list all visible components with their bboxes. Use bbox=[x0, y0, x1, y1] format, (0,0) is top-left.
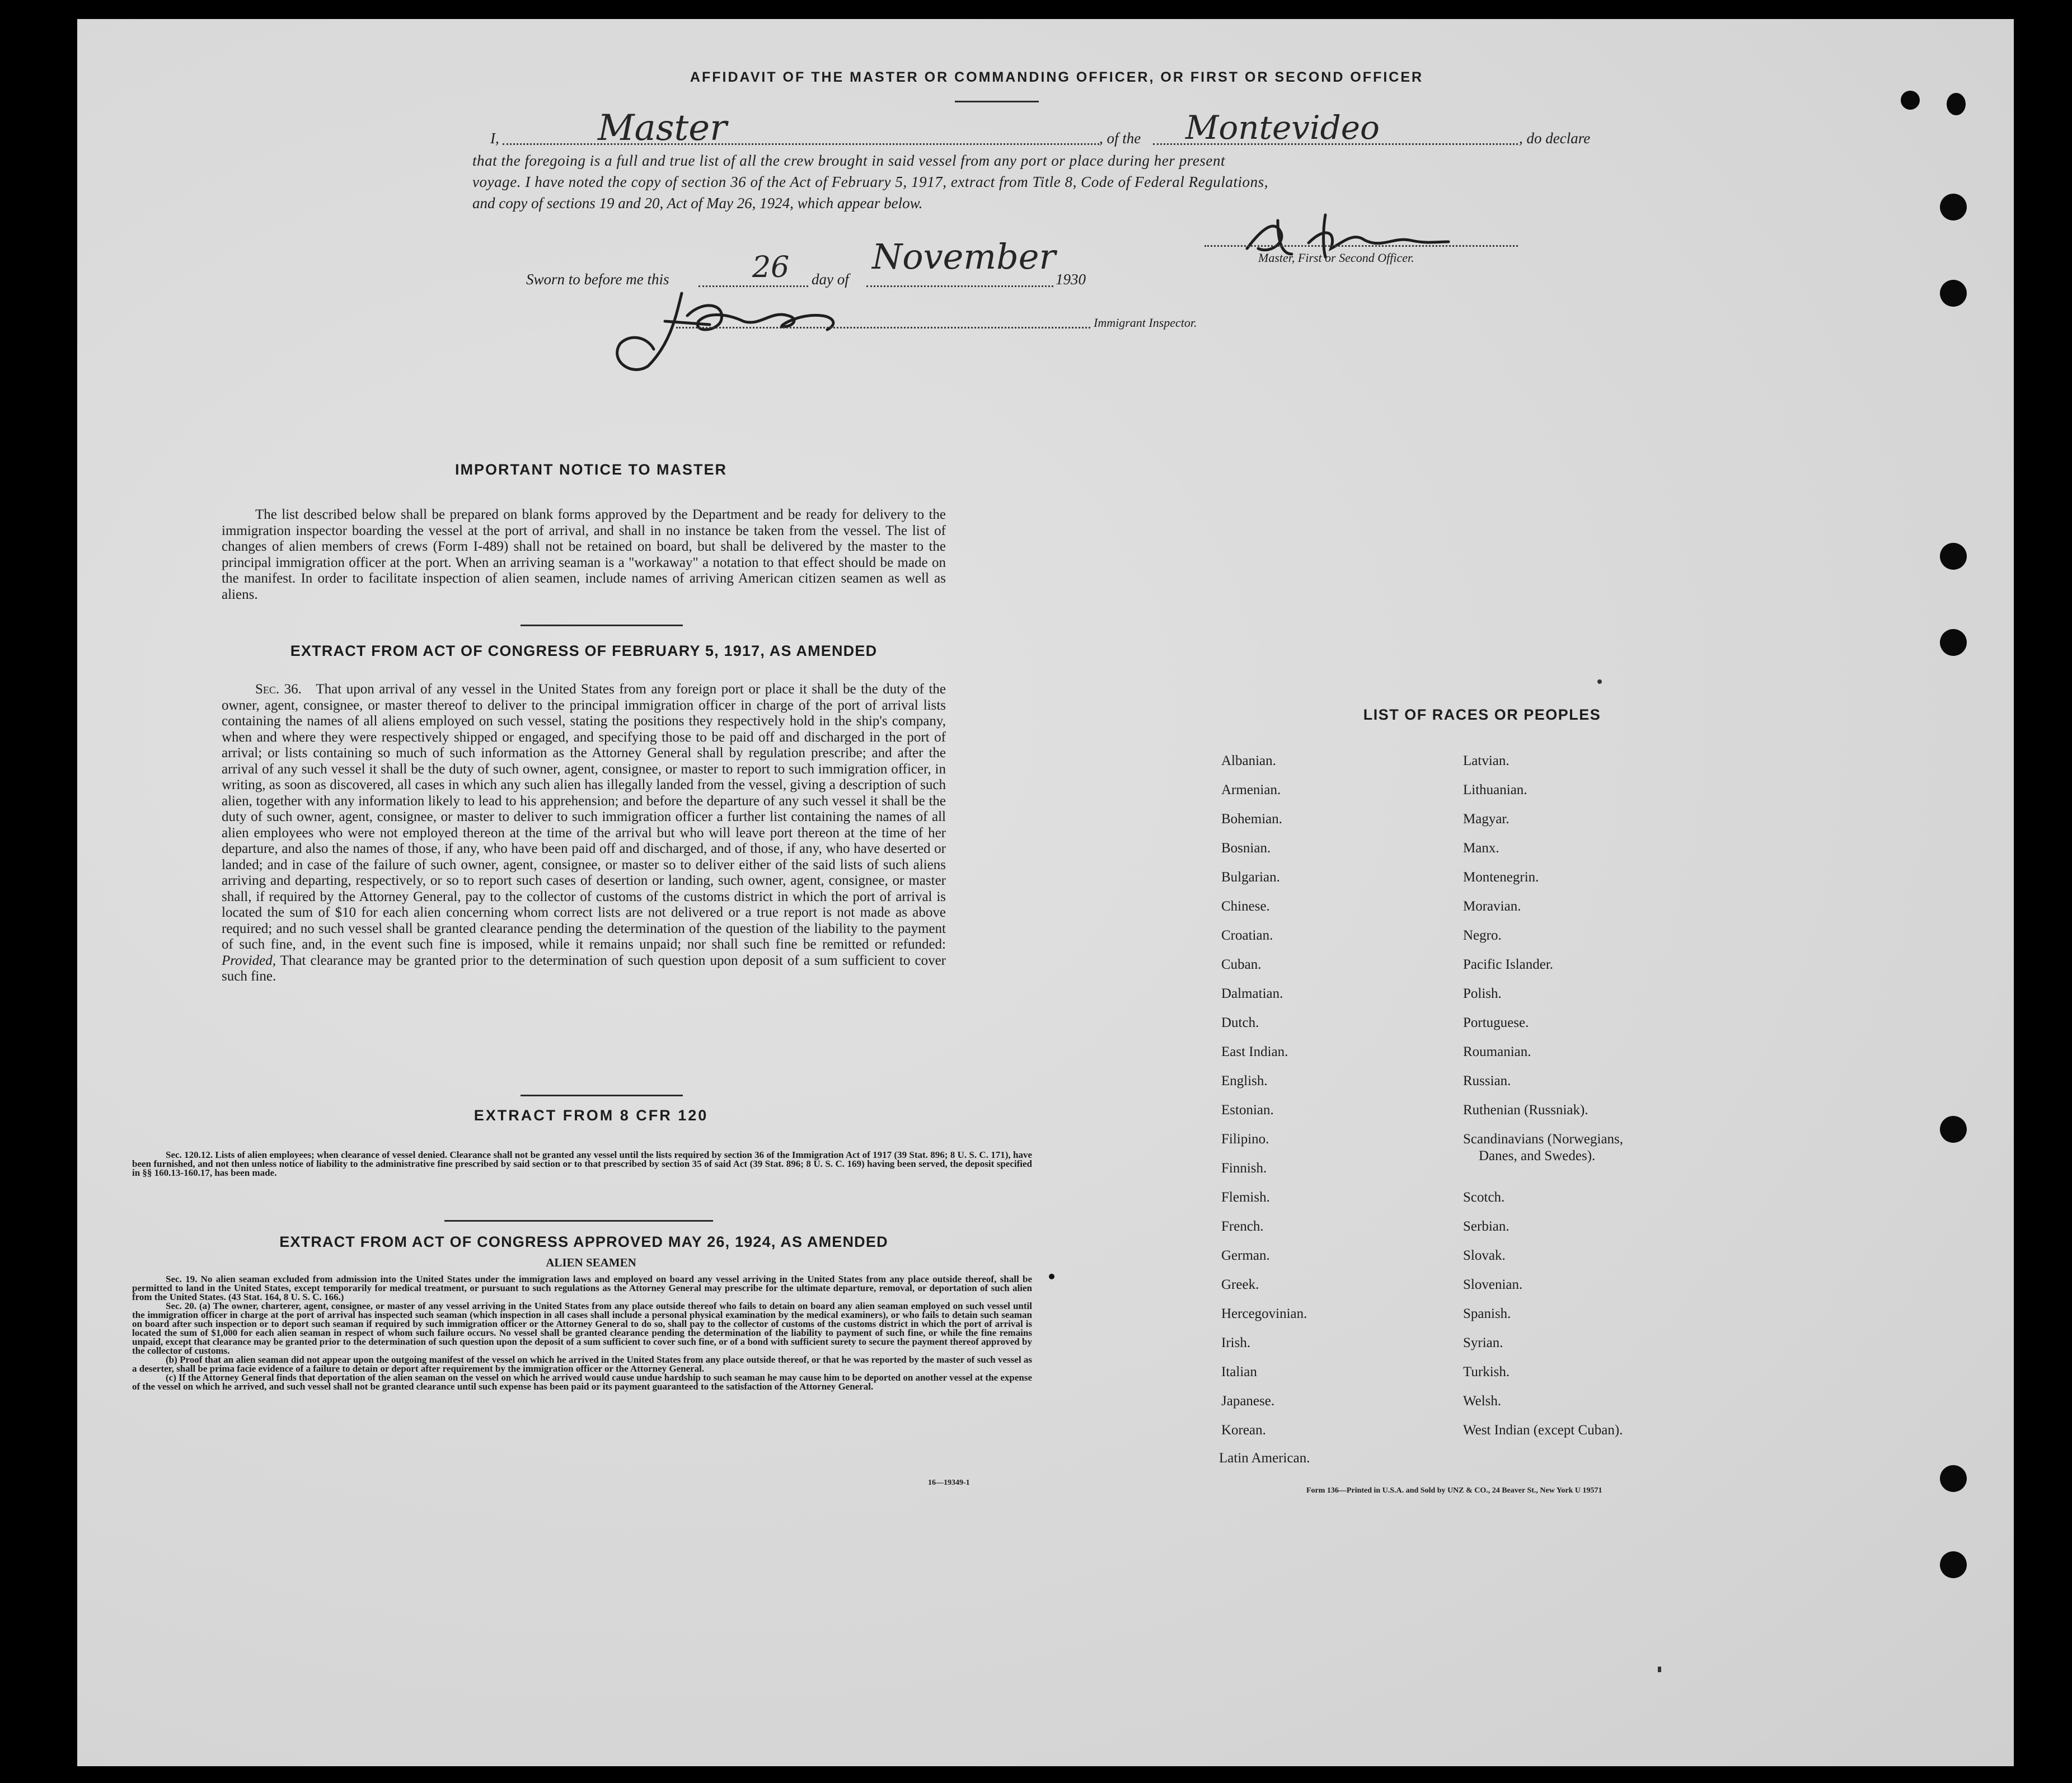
race-item: Japanese. bbox=[1221, 1393, 1275, 1409]
race-item: Portuguese. bbox=[1463, 1015, 1529, 1030]
inspector-signature-line bbox=[676, 327, 1090, 329]
race-item: Latvian. bbox=[1463, 753, 1510, 768]
divider bbox=[955, 101, 1039, 102]
race-item: Greek. bbox=[1221, 1277, 1259, 1292]
affidavit-line-3: voyage. I have noted the copy of section 36 of the Act of February 5, 1917, extract from Title 8, Code of Federal Regulations, bbox=[472, 173, 1269, 190]
alien-seamen-subtitle: ALIEN SEAMEN bbox=[546, 1256, 636, 1269]
name-handwritten: Master bbox=[598, 107, 727, 149]
race-item: Bulgarian. bbox=[1221, 870, 1280, 885]
race-item: Pacific Islander. bbox=[1463, 957, 1554, 972]
race-item: French. bbox=[1221, 1219, 1264, 1234]
race-item: Danes, and Swedes). bbox=[1479, 1148, 1596, 1163]
punch-hole bbox=[1940, 1465, 1967, 1492]
race-item: Filipino. bbox=[1221, 1132, 1269, 1147]
punch-hole bbox=[1901, 91, 1920, 110]
race-item: Finnish. bbox=[1221, 1161, 1267, 1176]
race-item: Hercegovinian. bbox=[1221, 1306, 1307, 1321]
inspector-signature bbox=[598, 282, 866, 377]
declare-label: , do declare bbox=[1519, 130, 1591, 147]
extract-1924-sections bbox=[132, 1275, 1032, 1391]
form-code: 16—19349-1 bbox=[928, 1479, 970, 1487]
cfr-text: Sec. 120.12. Lists of alien employees; when clearance of vessel denied. Clearance shall not be granted any vessel until the lists required by section 36 of the Immigration Act of 1917 (39 Stat. 896; 8 U. S. C. 171), have been furnished, and not then unless notice of liability to the administrative fine prescribed by said section or to that prescribed by section 35 of said Act (39 Stat. 896; 8 U. S. C. 169) having been served, the deposit specified in §§ 160.13-160.17, has been made. bbox=[132, 1149, 1032, 1178]
race-item: Dalmatian. bbox=[1221, 986, 1283, 1001]
sworn-month-line bbox=[866, 285, 1053, 287]
race-item: Lithuanian. bbox=[1463, 782, 1527, 797]
affidavit-line-4: and copy of sections 19 and 20, Act of May 26, 1924, which appear below. bbox=[472, 195, 923, 212]
race-item: Polish. bbox=[1463, 986, 1502, 1001]
race-item: Cuban. bbox=[1221, 957, 1262, 972]
race-item: Irish. bbox=[1221, 1335, 1251, 1350]
race-item: Scotch. bbox=[1463, 1190, 1505, 1205]
of-the-label: , of the bbox=[1099, 130, 1141, 147]
races-title: LIST OF RACES OR PEOPLES bbox=[1363, 706, 1601, 723]
speck bbox=[1658, 1667, 1661, 1672]
race-item: West Indian (except Cuban). bbox=[1463, 1423, 1623, 1438]
race-item: English. bbox=[1221, 1073, 1268, 1088]
cfr-title: EXTRACT FROM 8 CFR 120 bbox=[474, 1107, 709, 1124]
race-item: Magyar. bbox=[1463, 811, 1510, 827]
divider bbox=[521, 1095, 683, 1096]
extract-1917-title: EXTRACT FROM ACT OF CONGRESS OF FEBRUARY 5, 1917, AS AMENDED bbox=[290, 642, 878, 659]
day-of-label: day of bbox=[812, 271, 849, 288]
race-item: Armenian. bbox=[1221, 782, 1281, 797]
sec-20b-text: (b) Proof that an alien seaman did not appear upon the outgoing manifest of the vessel on which he arrived in the United States from any place outside thereof, or that he was reported by the master of such vessel as a deserter, shall be prima facie evidence of a failure to detain or deport after requirement by the immigration officer or the Attorney General. bbox=[132, 1354, 1032, 1374]
vessel-handwritten: Montevideo bbox=[1185, 109, 1380, 147]
divider bbox=[444, 1220, 713, 1222]
extract-1924-title: EXTRACT FROM ACT OF CONGRESS APPROVED MAY 26, 1924, AS AMENDED bbox=[279, 1233, 888, 1250]
race-item: Syrian. bbox=[1463, 1335, 1503, 1350]
proviso-label: Provided, bbox=[222, 953, 276, 968]
affidavit-title: AFFIDAVIT OF THE MASTER OR COMMANDING OFFICER, OR FIRST OR SECOND OFFICER bbox=[690, 69, 1424, 85]
affidavit-line-2: that the foregoing is a full and true list of all the crew brought in said vessel from any port or place during her present bbox=[472, 152, 1226, 169]
notice-text: The list described below shall be prepared on blank forms approved by the Department and be ready for delivery to the immigration inspector boarding the vessel at the port of arrival, and shall in no instance be taken from the vessel. The list of changes of alien members of crews (Form I-489) shall not be retained on board, but shall be delivered by the master to the principal immigration officer at the port. When an arriving seaman is a "workaway" a notation to that effect should be made on the manifest. In order to facilitate inspection of alien seamen, include names of arriving American citizen seamen as well as aliens. bbox=[222, 507, 946, 602]
race-item: Scandinavians (Norwegians, bbox=[1463, 1132, 1624, 1147]
affidavit-i-label: I, bbox=[490, 130, 499, 147]
sworn-year: 1930 bbox=[1056, 271, 1086, 288]
sec-20c-text: (c) If the Attorney General finds that deportation of the alien seaman on the vessel on which he arrived would cause undue hardship to such seaman he may cause him to be deported on another vessel at the expense of the vessel on which he arrived, and such vessel shall not be granted clearance until such expense has been paid or its payment guaranteed to the satisfaction of the Attorney General. bbox=[132, 1372, 1032, 1392]
inspector-caption: Immigrant Inspector. bbox=[1094, 316, 1197, 330]
race-item: Serbian. bbox=[1463, 1219, 1510, 1234]
race-item: Korean. bbox=[1221, 1423, 1266, 1438]
race-item: Roumanian. bbox=[1463, 1044, 1531, 1059]
speck bbox=[1049, 1274, 1054, 1279]
race-item: Latin American. bbox=[1219, 1451, 1310, 1466]
race-item: Russian. bbox=[1463, 1073, 1511, 1088]
notice-title: IMPORTANT NOTICE TO MASTER bbox=[455, 461, 727, 478]
divider bbox=[521, 625, 683, 626]
race-item: East Indian. bbox=[1221, 1044, 1288, 1059]
race-item: Slovenian. bbox=[1463, 1277, 1523, 1292]
sec-36-text-a: That upon arrival of any vessel in the United States from any foreign port or place it shall be the duty of the owner, agent, consignee, or master thereof to deliver to the principal immigration officer in charge of the port of arrival lists containing the names of all aliens employed on such vessel, stating the positions they respectively hold in the ship's company, when and where they were respectively shipped or engaged, and specifying those to be paid off and discharged in the port of arrival; or lists containing so much of such information as the Attorney General shall by regulation prescribe; and after the arrival of any such vessel it shall be the duty of such owner, agent, consignee, or master to report to such immigration officer, in writing, as soon as discovered, all cases in which any such alien has illegally landed from the vessel, giving a description of such alien, together with any information likely to lead to his apprehension; and before the departure of any such vessel it shall be the duty of such owner, agent, consignee, or master to deliver to such immigration officer a further list containing the names of all alien employees who were not employed thereon at the time of the arrival but who will leave port thereon at the time of her departure, and also the names of those, if any, who have been paid off and discharged, and of those, if any, who have deserted or landed; and in case of the failure of such owner, agent, consignee, or master so to deliver either of the said lists of such aliens arriving and departing, respectively, or so to report such cases of desertion or landing, such owner, agent, consignee, or master shall, if required by the Attorney General, pay to the collector of customs of the customs district in which the port of arrival is located the sum of $10 for each alien concerning whom correct lists are not delivered or a true report is not made as above required; and no such vessel shall be granted clearance pending the determination of the question of the liability to the payment of such fine, and, in the event such fine is imposed, while it remains unpaid; nor shall such fine be remitted or refunded: bbox=[222, 682, 946, 952]
sec-36-label: Sec. 36. bbox=[255, 682, 302, 697]
document-page bbox=[77, 19, 2014, 1766]
speck bbox=[1597, 679, 1602, 684]
punch-hole bbox=[1940, 629, 1967, 656]
race-item: Welsh. bbox=[1463, 1393, 1502, 1409]
sworn-month-handwritten: November bbox=[872, 236, 1056, 277]
race-item: Estonian. bbox=[1221, 1102, 1274, 1118]
race-item: Dutch. bbox=[1221, 1015, 1259, 1030]
race-item: Moravian. bbox=[1463, 899, 1521, 914]
race-item: German. bbox=[1221, 1248, 1270, 1263]
punch-hole bbox=[1940, 194, 1967, 220]
punch-hole bbox=[1940, 1551, 1967, 1578]
punch-hole bbox=[1940, 543, 1967, 570]
master-signature-line bbox=[1204, 245, 1518, 247]
race-item: Manx. bbox=[1463, 841, 1499, 856]
race-item: Croatian. bbox=[1221, 928, 1273, 943]
sworn-day-handwritten: 26 bbox=[752, 251, 790, 284]
punch-hole bbox=[1940, 1116, 1967, 1143]
race-item: Negro. bbox=[1463, 928, 1502, 943]
form-footer: Form 136—Printed in U.S.A. and Sold by UNZ & CO., 24 Beaver St., New York U 19571 bbox=[1306, 1486, 1602, 1495]
sec-36-text-b: That clearance may be granted prior to the determination of such question upon deposit of a sum sufficient to cover such fine. bbox=[222, 953, 946, 984]
race-item: Flemish. bbox=[1221, 1190, 1270, 1205]
punch-hole bbox=[1947, 93, 1966, 115]
sec-20a-text: Sec. 20. (a) The owner, charterer, agent, consignee, or master of any vessel arriving in the United States from any place outside thereof who fails to detain on board any alien seaman employed on such vessel until the immigration officer in charge at the port of arrival has inspected such seaman (which inspection in all cases shall include a personal physical examination by the medical examiners), or who fails to detain such seaman on board after such inspection or to deport such seaman if required by such immigration officer or the Attorney General to do so, shall pay to the collector of customs of the customs district in which the port of arrival is located the sum of $1,000 for each alien seaman in respect of whom such failure occurs. No vessel shall be granted clearance pending the determination of the liability to payment of such fine, or while the fine remains unpaid, except that clearance may be granted prior to the determination of such question upon the deposit of a sum sufficient to cover such fine, or of a bond with sufficient surety to secure the payment thereof approved by the collector of customs. bbox=[132, 1301, 1032, 1356]
punch-hole bbox=[1940, 280, 1967, 307]
master-caption: Master, First or Second Officer. bbox=[1258, 251, 1414, 265]
race-item: Ruthenian (Russniak). bbox=[1463, 1102, 1588, 1118]
race-item: Bosnian. bbox=[1221, 841, 1271, 856]
sec-19-text: Sec. 19. No alien seaman excluded from admission into the United States under the immigration laws and employed on board any vessel arriving in the United States from any place outside thereof, shall be permitted to land in the United States, except temporarily for medical treatment, or pursuant to such regulations as the Attorney General may prescribe for the ultimate departure, removal, or deportation of such alien from the United States. (43 Stat. 164, 8 U. S. C. 166.) bbox=[132, 1274, 1032, 1302]
race-item: Bohemian. bbox=[1221, 811, 1283, 827]
extract-1917-text bbox=[222, 682, 946, 985]
name-blank-line bbox=[503, 143, 1099, 145]
race-item: Spanish. bbox=[1463, 1306, 1511, 1321]
race-item: Turkish. bbox=[1463, 1364, 1510, 1380]
race-item: Italian bbox=[1221, 1364, 1257, 1380]
sworn-label: Sworn to before me this bbox=[526, 271, 669, 288]
race-item: Chinese. bbox=[1221, 899, 1270, 914]
race-item: Albanian. bbox=[1221, 753, 1276, 768]
race-item: Montenegrin. bbox=[1463, 870, 1539, 885]
race-item: Slovak. bbox=[1463, 1248, 1506, 1263]
